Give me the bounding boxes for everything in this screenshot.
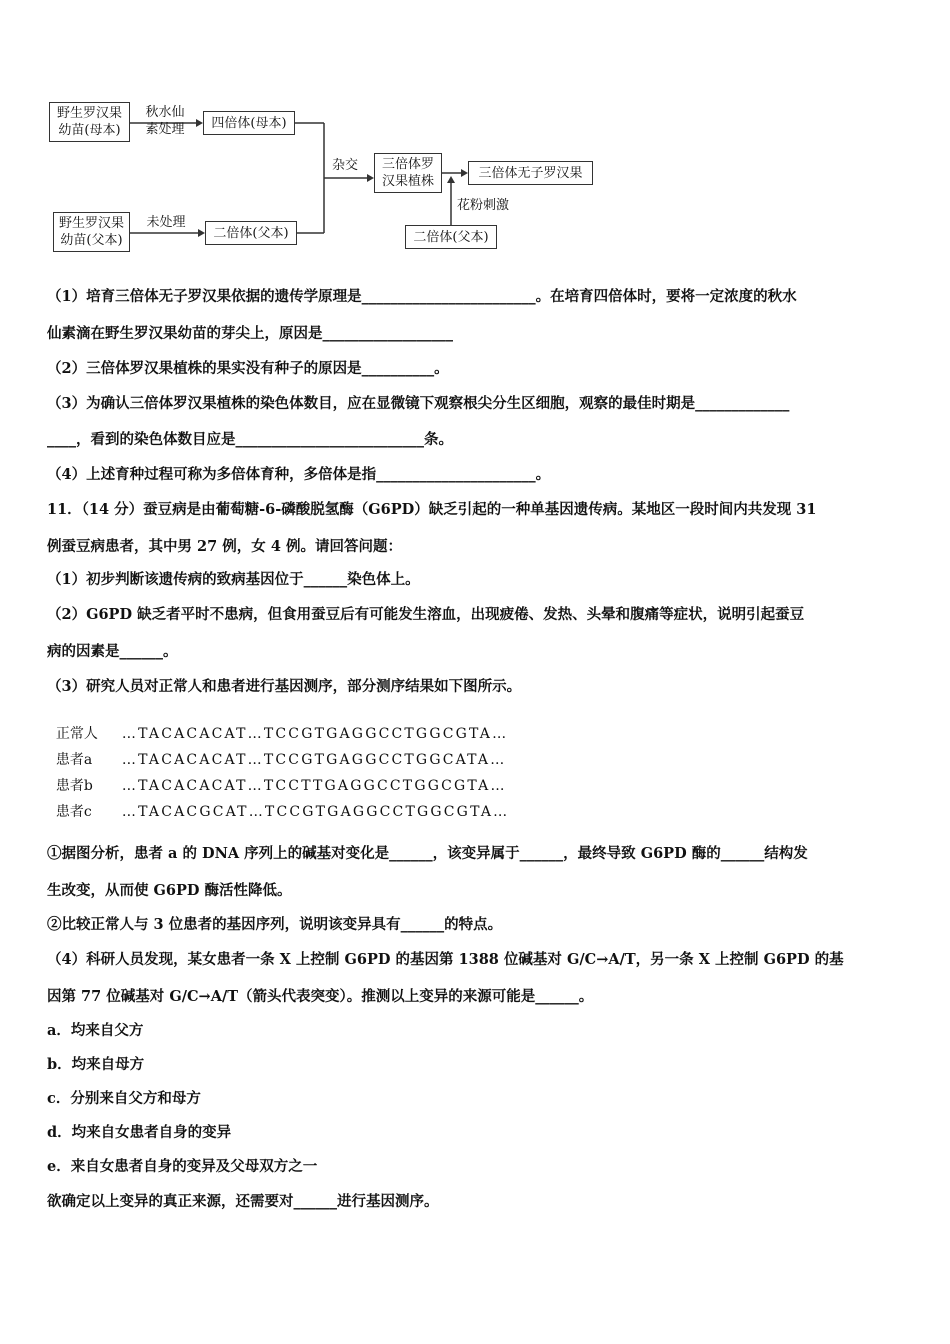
sequence-bases: …TACACACAT…TCCTTGAGGCCTGGCGTA… bbox=[121, 778, 507, 794]
q10-line-3: （2）三倍体罗汉果植株的果实没有种子的原因是__________。 bbox=[47, 360, 449, 377]
sequence-row bbox=[47, 785, 509, 821]
cross-label: 杂交 bbox=[331, 158, 358, 173]
diploid-father-label-2: 二倍体(父本) bbox=[413, 229, 489, 245]
sequence-subject: 患者c bbox=[55, 804, 92, 820]
sequence-bases: …TACACACAT…TCCGTGAGGCCTGGCGTA… bbox=[121, 726, 509, 742]
triploid-plant-box bbox=[374, 153, 442, 193]
q10-line-1: （1）培育三倍体无子罗汉果依据的遗传学原理是________________________。在培育四倍体时，要将一定浓度的秋水 bbox=[47, 288, 797, 305]
q10-line-6: （4）上述育种过程可称为多倍体育种，多倍体是指______________________。 bbox=[47, 466, 551, 483]
sequence-bases: …TACACACAT…TCCGTGAGGCCTGGCATA… bbox=[121, 752, 507, 768]
sequence-subject: 患者a bbox=[55, 752, 93, 768]
q11b-line-2: 生改变，从而使 G6PD 酶活性降低。 bbox=[47, 882, 292, 899]
wild-seedling-father-label: 野生罗汉果 幼苗(父本) bbox=[58, 216, 124, 248]
tetraploid-label: 四倍体(母本) bbox=[211, 115, 287, 131]
option-b: b．均来自母方 bbox=[47, 1056, 145, 1073]
q11-line-4: （2）G6PD 缺乏者平时不患病，但食用蚕豆后有可能发生溶血，出现疲倦、发热、头晕和腹痛等症状，说明引起蚕豆 bbox=[47, 606, 805, 623]
option-e: e．来自女患者自身的变异及父母双方之一 bbox=[47, 1158, 318, 1175]
wild-seedling-mother-box bbox=[49, 102, 130, 142]
q11b-line-3: ②比较正常人与 3 位患者的基因序列，说明该变异具有______的特点。 bbox=[47, 916, 503, 933]
q11b-line-4: （4）科研人员发现，某女患者一条 X 上控制 G6PD 的基因第 1388 位碱基对 G/C→A/T，另一条 X 上控制 G6PD 的基 bbox=[47, 951, 844, 968]
q11-line-2: 例蚕豆病患者，其中男 27 例，女 4 例。请回答问题： bbox=[47, 538, 402, 555]
q11-line-5: 病的因素是______。 bbox=[47, 643, 178, 660]
q11-line-1: 11．（14 分）蚕豆病是由葡萄糖-6-磷酸脱氢酶（G6PD）缺乏引起的一种单基因遗传病。某地区一段时间内共发现 31 bbox=[47, 501, 817, 518]
sequence-bases: …TACACGCAT…TCCGTGAGGCCTGGCGTA… bbox=[121, 804, 510, 820]
seedless-fruit-box bbox=[468, 161, 593, 185]
wild-seedling-mother-label: 野生罗汉果 幼苗(母本) bbox=[56, 106, 122, 138]
q11b-line-1: ①据图分析，患者 a 的 DNA 序列上的碱基对变化是______，该变异属于______，最终导致 G6PD 酶的______结构发 bbox=[47, 845, 808, 862]
q10-line-4: （3）为确认三倍体罗汉果植株的染色体数目，应在显微镜下观察根尖分生区细胞，观察的最佳时期是_____________ bbox=[47, 395, 790, 412]
pollen-stimulation-label: 花粉刺激 bbox=[456, 198, 509, 213]
q11-line-3: （1）初步判断该遗传病的致病基因位于______染色体上。 bbox=[47, 571, 420, 588]
q11b-line-5: 因第 77 位碱基对 G/C→A/T（箭头代表突变）。推测以上变异的来源可能是______。 bbox=[47, 988, 594, 1005]
final-line: 欲确定以上变异的真正来源，还需要对______进行基因测序。 bbox=[47, 1193, 439, 1210]
q10-line-2: 仙素滴在野生罗汉果幼苗的芽尖上，原因是__________________ bbox=[47, 325, 453, 342]
option-d: d．均来自女患者自身的变异 bbox=[47, 1124, 232, 1141]
option-c: c．分别来自父方和母方 bbox=[47, 1090, 201, 1107]
breeding-diagram bbox=[40, 90, 620, 260]
tetraploid-box bbox=[203, 111, 295, 135]
diploid-father-box bbox=[205, 221, 297, 245]
untreated-label: 未处理 bbox=[146, 215, 186, 230]
diploid-father-box-2 bbox=[405, 225, 497, 249]
colchicine-label: 秋水仙 素处理 bbox=[145, 105, 185, 137]
sequence-subject: 患者b bbox=[55, 778, 93, 794]
seedless-fruit-label: 三倍体无子罗汉果 bbox=[478, 165, 583, 181]
q10-line-5: ____，看到的染色体数目应是__________________________条。 bbox=[47, 431, 453, 448]
sequence-subject: 正常人 bbox=[55, 726, 98, 742]
wild-seedling-father-box bbox=[53, 212, 130, 252]
diploid-father-label: 二倍体(父本) bbox=[213, 225, 289, 241]
q11-line-6: （3）研究人员对正常人和患者进行基因测序，部分测序结果如下图所示。 bbox=[47, 678, 522, 695]
triploid-plant-label: 三倍体罗 汉果植株 bbox=[381, 157, 434, 189]
option-a: a．均来自父方 bbox=[47, 1022, 144, 1039]
